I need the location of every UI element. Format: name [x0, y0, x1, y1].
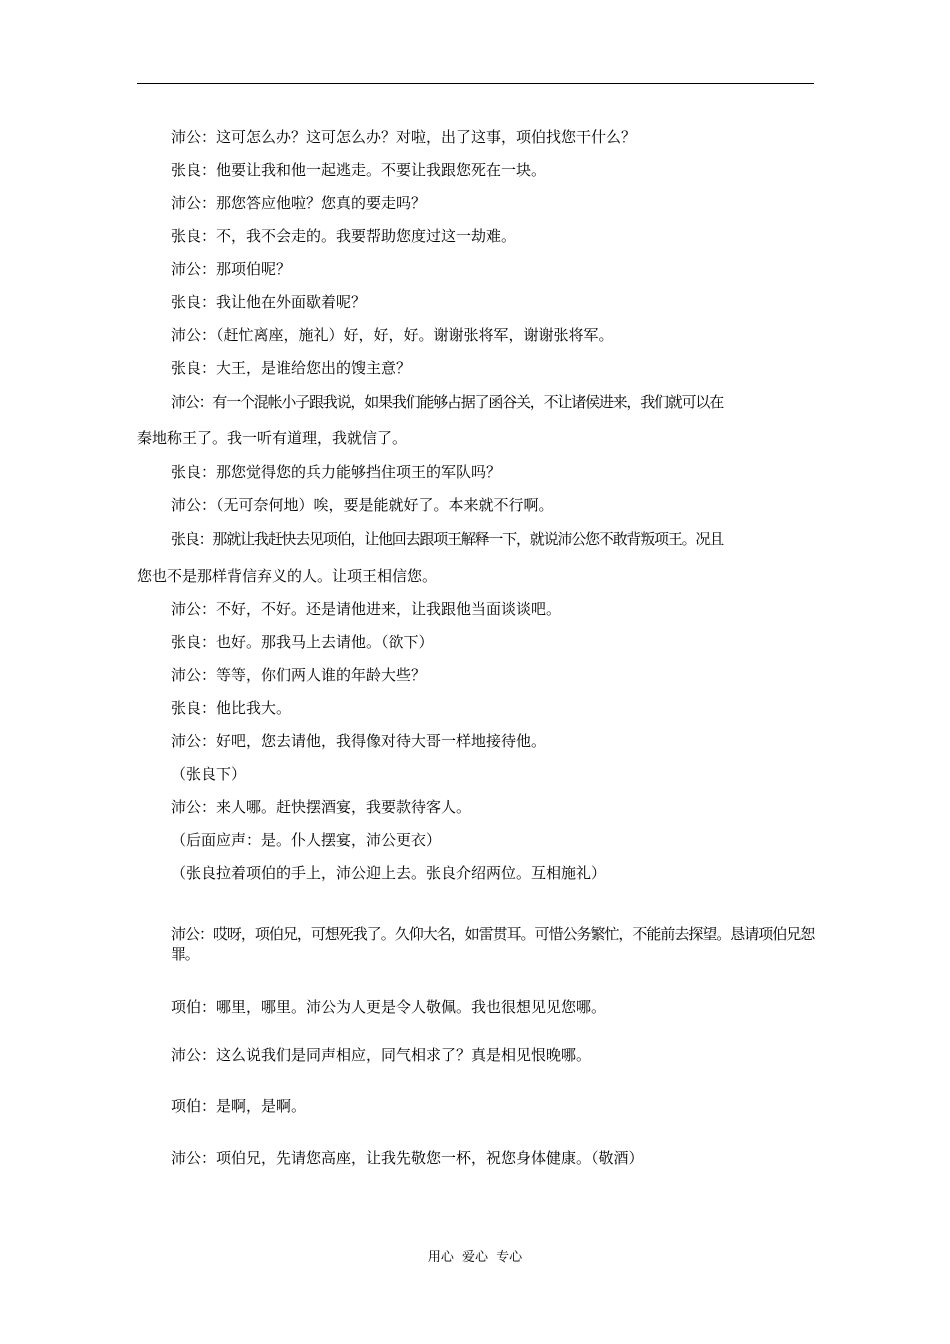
dialogue-line: 沛公：这可怎么办？这可怎么办？对啦，出了这事，项伯找您干什么？: [171, 128, 637, 146]
dialogue-line: 张良：大王，是谁给您出的馊主意？: [171, 359, 412, 377]
dialogue-line: 沛公：那您答应他啦？您真的要走吗？: [171, 194, 427, 212]
dialogue-line: 张良：不，我不会走的。我要帮助您度过这一劫难。: [171, 227, 517, 245]
dialogue-line-continuation: 您也不是那样背信弃义的人。让项王相信您。: [137, 567, 438, 585]
dialogue-line: 张良：他要让我和他一起逃走。不要让我跟您死在一块。: [171, 161, 547, 179]
dialogue-paragraph: 沛公：哎呀，项伯兄，可想死我了。久仰大名，如雷贯耳。可惜公务繁忙，不能前去探望。恳请项伯兄恕罪。: [171, 925, 814, 963]
dialogue-line: 项伯：哪里，哪里。沛公为人更是令人敬佩。我也很想见见您哪。: [171, 998, 607, 1016]
dialogue-line: 张良：那您觉得您的兵力能够挡住项王的军队吗？: [171, 463, 502, 481]
page-footer: 用心 爱心 专心: [427, 1250, 523, 1265]
dialogue-line: 沛公：项伯兄，先请您高座，让我先敬您一杯，祝您身体健康。（敬酒）: [171, 1149, 644, 1167]
stage-direction: （张良下）: [171, 765, 247, 783]
stage-direction: （张良拉着项伯的手上，沛公迎上去。张良介绍两位。互相施礼）: [171, 864, 607, 882]
dialogue-line: 张良：那就让我赶快去见项伯，让他回去跟项王解释一下，就说沛公您不敢背叛项王。况且: [171, 530, 724, 548]
dialogue-line: 张良：也好。那我马上去请他。（欲下）: [171, 633, 434, 651]
dialogue-line: 项伯：是啊，是啊。: [171, 1097, 307, 1115]
dialogue-line-continuation: 秦地称王了。我一听有道理，我就信了。: [137, 429, 408, 447]
dialogue-line: 沛公：不好，不好。还是请他进来，让我跟他当面谈谈吧。: [171, 600, 562, 618]
dialogue-line: 沛公：等等，你们两人谁的年龄大些？: [171, 666, 427, 684]
dialogue-line: 沛公：（赶忙离座，施礼）好，好，好。谢谢张将军，谢谢张将军。: [171, 326, 614, 344]
header-rule: [137, 83, 814, 84]
dialogue-line: 沛公：好吧，您去请他，我得像对待大哥一样地接待他。: [171, 732, 547, 750]
dialogue-line: 沛公：来人哪。赶快摆酒宴，我要款待客人。: [171, 798, 472, 816]
dialogue-line: 沛公：这么说我们是同声相应，同气相求了？真是相见恨晚哪。: [171, 1046, 592, 1064]
dialogue-line: 沛公：有一个混帐小子跟我说，如果我们能够占据了函谷关，不让诸侯进来，我们就可以在: [171, 393, 724, 411]
dialogue-line: 沛公：（无可奈何地）唉，要是能就好了。本来就不行啊。: [171, 496, 554, 514]
dialogue-line: 沛公：那项伯呢？: [171, 260, 292, 278]
dialogue-line: 张良：他比我大。: [171, 699, 292, 717]
stage-direction: （后面应声：是。仆人摆宴，沛公更衣）: [171, 831, 442, 849]
dialogue-line: 张良：我让他在外面歇着呢？: [171, 293, 367, 311]
